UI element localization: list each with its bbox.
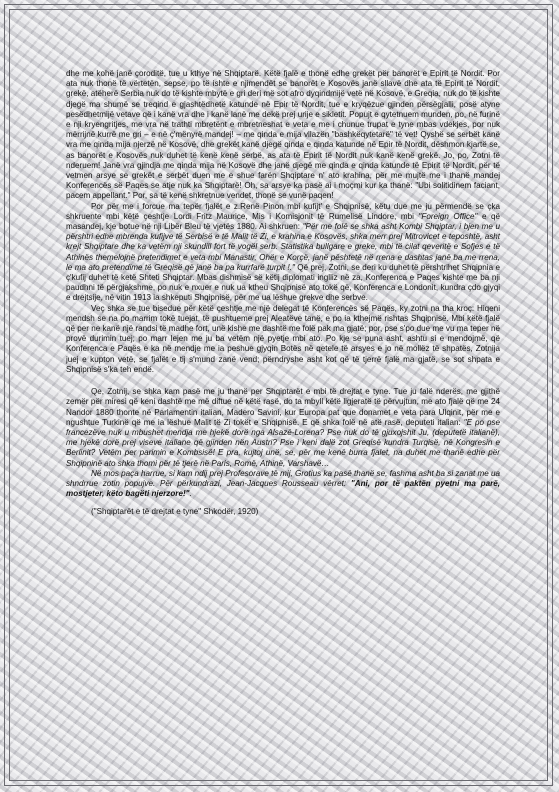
- paragraph-4: [66, 387, 500, 469]
- source-citation: ("Shqiptarët e të drejtat e tyne" Shkodër, 1920): [91, 507, 259, 517]
- paragraph-2-foreign-office: "Foreign Office": [418, 211, 478, 221]
- paragraph-2-part-1: Por për me i forcue ma tepër fjalët e z.Renë Pinon mbi kufijt' e Shqipnisë, këtu due me ju përmendë se çka shkruente mbi këtë çeshtje Lordi Fritz Maurice, Mis i Komisjonit të Rumelisë Lindore, mbi: [66, 201, 500, 221]
- paragraph-5-quote: "Ani, por të paktën pyetni ma parë, mostjeter, këto bagëti njerzore!": [66, 478, 500, 499]
- paragraph-2-quote: "Për me folë se shka asht Kombi Shqiptar, i bjen me u përshtri edhe mbrenda kufijve të Serbisë e të Malit të Zi, e krahina e Kosovës, shka merr prej Mitrovicet e teposhtë, asht krejt Shqiptare dhe ka vetëm nji skundill fort të vogël serb. Statistika bullgare e greke, mbi të cilat qeveritë e Sofjes e të Athinës themelojnë pretendimet e veta mbi Manastir, Ohër e Korçë, janë pështetë në rrena e dashtas janë ba me rrena, le ma ato pretendime të Greqisë që janë ba pa kurrfarë turpit !.": [66, 222, 500, 272]
- paragraph-5-part-1: Në mos paça harrue, si kam ndij prej Profesorave të mij, Grotius ka pasë thanë se, fashma asht ba si zanat me ua shndrrue zotin popujve. Për përkundrazi, Jean-Jacques Rousseau vërret:: [66, 468, 500, 488]
- paragraph-2-part-5: Që prej, Zotni, se deri ku duhet të përshtrihet Shqipnia e ç'kufij duhet të ketë Shteti Shqiptar. Mbas dishmisë së këtij diplomati inglliz në za, Konferenca e Paqes kishte me ba nji paudhni të përgjakshme, po nuk e nxuer e nuk ua ktheu Shqipnisë ato tokë që, Konferenca e Londonit, kundra çdo gjyqi e drejtsije, në vitin 1913 ia shkeputi Shqipnisë, për me ua lëshue grekve dhe serbve.: [66, 262, 500, 303]
- paragraph-3: Veç shka se tue bisedue për këtë çeshtje me një delegat të Konferencës së Paqës, ky zotni na tha kroç: Hiqeni mendsh se na po marrim tokë tuejat, të pushtueme prej Aleatëve tanë, e po ia kthejmë rishtas Shqipnisë. Mbi këtë fjalë që per ne kanë një randsi të madhe fort, unë kishe me dashtë me folë pak ma gjatë; por, pse s'po due me vu ma teper në provë durimin tuej; po marr lejen me ju ba vetëm një pyetje mbi ato. Po kje se puna asht, ashtu si e mendojmë, që Konferenca e Paqës e ka në mendje me ia peshue gjyqin Botës në qetele të arsyes e jo në mollëz të shpatës, Zotnija juej e kupton vetë, se fjalët e tij s'mund zanë vend; përndryshe asht kot që të tjerrë fjalë ma gjatë, se sot shpata e Shqipnisë s'ka teh endë.: [66, 303, 500, 374]
- paragraph-5: [66, 469, 500, 500]
- paragraph-4-quote: "E po pse francezëve nuk u mbushet mendja me hjekë dorë nga Alsazë-Lorena? Pse nuk do të gjuxojshit Ju, (deputetë italianë), me hjekë dorë prej viseve italiane që gjinden nën Austri? Pse i keni dalë zot Greqisë kundra Turqisë, në Kongresin e Berlinit? Vetëm per parimin e Kombsisë! E pra, kujtoj unë, se, për me kenë burra fjalet, na duhet me thanë edhe për Shqipninë ato shka thomi për të tjerë në Paris, Romë, Athinë, Varshavë…: [66, 417, 500, 468]
- document-text: [66, 69, 500, 518]
- paragraph-1: dhe me kohë janë çoroditë, tue u kthye në Shqiptarë. Këtë fjalë e thonë edhe grekët për banorët e Epirit të Nordit. Por ata nuk thonë të vërtetën, sepse, po të ishte e njimendët se banorët e Kosovës janë sllavë dhe ata të Epirit të Nordit, grekë, atëherë Serbia nuk do të kishte mbytë e gri deri më sot afro dyqindmijë vetë në Kosovë, e Greqia, nuk do të kishte djegë ma shumë se treqind e gjashtëdhetë katunde në Epir të Nordit, tue e kryqëzue gjinden përsëgjalli, posë atyne pesëdhetmijë vetave që i kanë vra dhe i kanë lanë me dekë prej urije e sikletit. Popujt e qytetnuem munden, po, në furinë e nji kryengritjes, me vra në trathti mbretënt e mbretneshat e veta e me i chunue trupat e tyne mbas vdekjes, por nuk mërrijnë kurrë me gri – e në ç'mënyrë mandej! – me qinda e mija vllazën "bashkëqytetarë" të vet! Qyshë se serbët kanë vra me qinda mija njerzë në Kosovë, dhe grekët kanë djegë qinda e qinda katunde në Epir të Nordit, dëshmon kjartë se, as banorët e Kosovës nuk duhet të kenë kenë serbë, as ata të Epirit të Nordit nuk kanë kenë grekë. Jo, po, Zotni të nderuem! Janë vra gjindja me qinda mija në Kosovë dhe janë djegë me qinda e qinda katunde të Epirit të Nordit, për të vetmen arsye se grekët e serbët duen me e shue farën Shqiptare n' ato krahina, për me mujtë me i thanë mandej Konferencës së Paqes se atje nuk ka Shqiptarë! Oh, sa arsye ka pasë ai i moçmi kur ka thanë: "Ubi solitidinem faciant, pacem appellant." Por, sa të kenë shkretnue vendet, thonë se vunë paqen!: [66, 69, 500, 201]
- paragraph-5-end: .: [189, 489, 192, 499]
- paragraph-2-part-3: e që masandej, kje botue në nji Libër Bleu të vjetës 1880. Ai shkruen:: [66, 211, 500, 232]
- paragraph-2: [66, 202, 500, 304]
- paragraph-4-part-1: Qe, Zotnij, se shka kam pasë me ju thanë per Shqiptarët e mbi të drejtat e tyne. Tue ju falë nderës, me gjithë zemër për miresi që keni dashtë me më diftue në këtë rasë, do ta mbyll këtë ligjeratë të përvujtun, me ato fjalë që me 24 Nandor 1880 thonte në Parlamentin italian, Madero Savini, kur Europa pat que donamet e veta para Ulqinit, për me e ngushtue Turkinë që me ia lëshue Malit të Zi tokët e Shqipnisë. E që shka folë në atë rasë, deputeti italian:: [66, 387, 500, 427]
